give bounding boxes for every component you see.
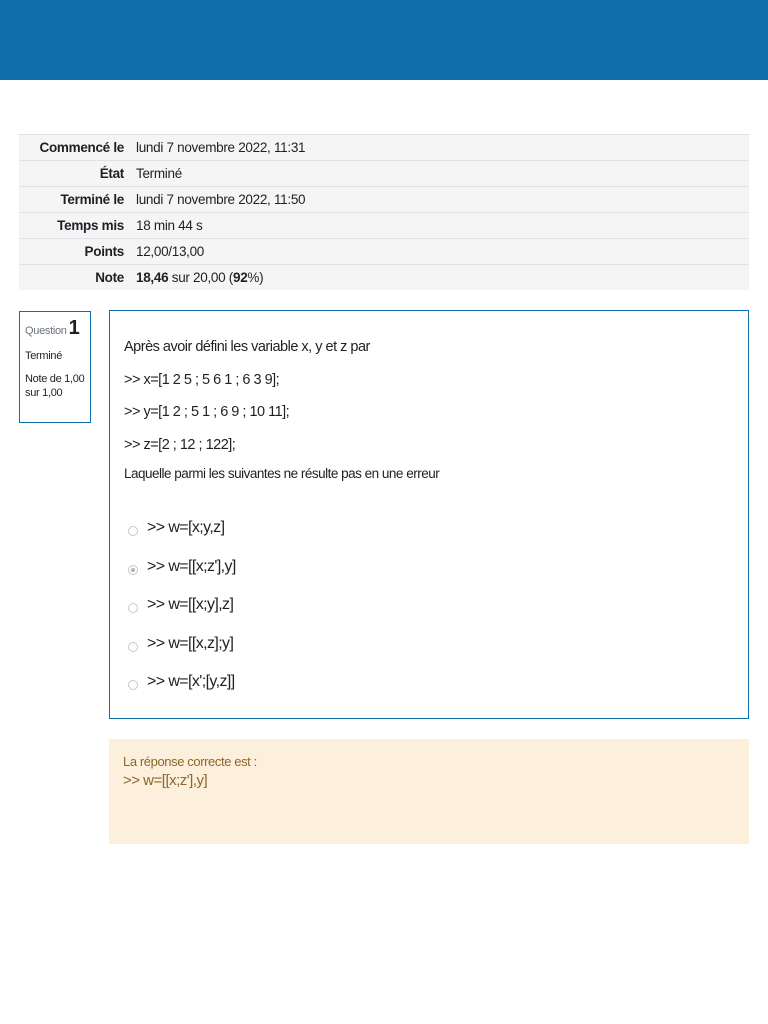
- answer-option[interactable]: [128, 625, 236, 664]
- answer-option[interactable]: [128, 509, 236, 548]
- radio-button-selected[interactable]: [128, 565, 138, 575]
- summary-label: Terminé le: [19, 187, 130, 213]
- question-info-panel: [19, 311, 91, 423]
- correct-answer-feedback: [109, 739, 749, 844]
- summary-grade-value: [130, 265, 749, 291]
- answer-option[interactable]: [128, 586, 236, 625]
- question-line: >> x=[1 2 5 ; 5 6 1 ; 6 3 9];: [124, 371, 280, 388]
- feedback-answer: >> w=[[x;z'],y]: [123, 772, 208, 789]
- grade-score: 18,46: [136, 270, 169, 285]
- grade-suffix: %): [247, 270, 264, 285]
- answer-option[interactable]: [128, 548, 236, 587]
- summary-value: 12,00/13,00: [130, 239, 749, 265]
- summary-value: lundi 7 novembre 2022, 11:50: [130, 187, 749, 213]
- answer-option[interactable]: [128, 663, 236, 702]
- answer-option-label: >> w=[x';[y,z]]: [147, 673, 235, 691]
- question-number-value: 1: [68, 317, 80, 339]
- summary-row-state: [19, 161, 749, 187]
- question-line: >> y=[1 2 ; 5 1 ; 6 9 ; 10 11];: [124, 404, 290, 420]
- summary-label: État: [19, 161, 130, 187]
- summary-label: Temps mis: [19, 213, 130, 239]
- answer-option-label: >> w=[[x;y],z]: [147, 596, 234, 614]
- summary-row-grade: [19, 265, 749, 291]
- question-number: [25, 318, 85, 338]
- summary-value: 18 min 44 s: [130, 213, 749, 239]
- top-navbar: [0, 0, 768, 80]
- radio-button[interactable]: [128, 642, 138, 652]
- radio-button[interactable]: [128, 603, 138, 613]
- summary-label: Commencé le: [19, 135, 130, 161]
- summary-row-started: [19, 135, 749, 161]
- question-instruction: Laquelle parmi les suivantes ne résulte pas en une erreur: [124, 466, 440, 481]
- summary-value: Terminé: [130, 161, 749, 187]
- question-content-box: [109, 310, 749, 719]
- summary-value: lundi 7 novembre 2022, 11:31: [130, 135, 749, 161]
- question-line: >> z=[2 ; 12 ; 122];: [124, 436, 236, 453]
- radio-button[interactable]: [128, 680, 138, 690]
- answer-options: [128, 509, 236, 702]
- radio-button[interactable]: [128, 526, 138, 536]
- summary-label: Note: [19, 265, 130, 291]
- question-line: Après avoir défini les variable x, y et z par: [124, 339, 370, 355]
- feedback-label: La réponse correcte est :: [123, 754, 257, 769]
- grade-middle: sur 20,00 (: [168, 270, 233, 285]
- answer-option-label: >> w=[x;y,z]: [147, 519, 225, 537]
- summary-row-time-taken: [19, 213, 749, 239]
- summary-row-points: [19, 239, 749, 265]
- question-text: [124, 333, 439, 496]
- question-state: Terminé: [25, 350, 63, 362]
- summary-label: Points: [19, 239, 130, 265]
- summary-row-finished: [19, 187, 749, 213]
- attempt-summary-table: [19, 134, 749, 290]
- question-word: Question: [25, 325, 67, 337]
- question-grade: Note de 1,00 sur 1,00: [25, 373, 85, 399]
- answer-option-label: >> w=[[x;z'],y]: [147, 557, 236, 575]
- grade-percent: 92: [232, 270, 248, 285]
- answer-option-label: >> w=[[x,z];y]: [147, 634, 234, 652]
